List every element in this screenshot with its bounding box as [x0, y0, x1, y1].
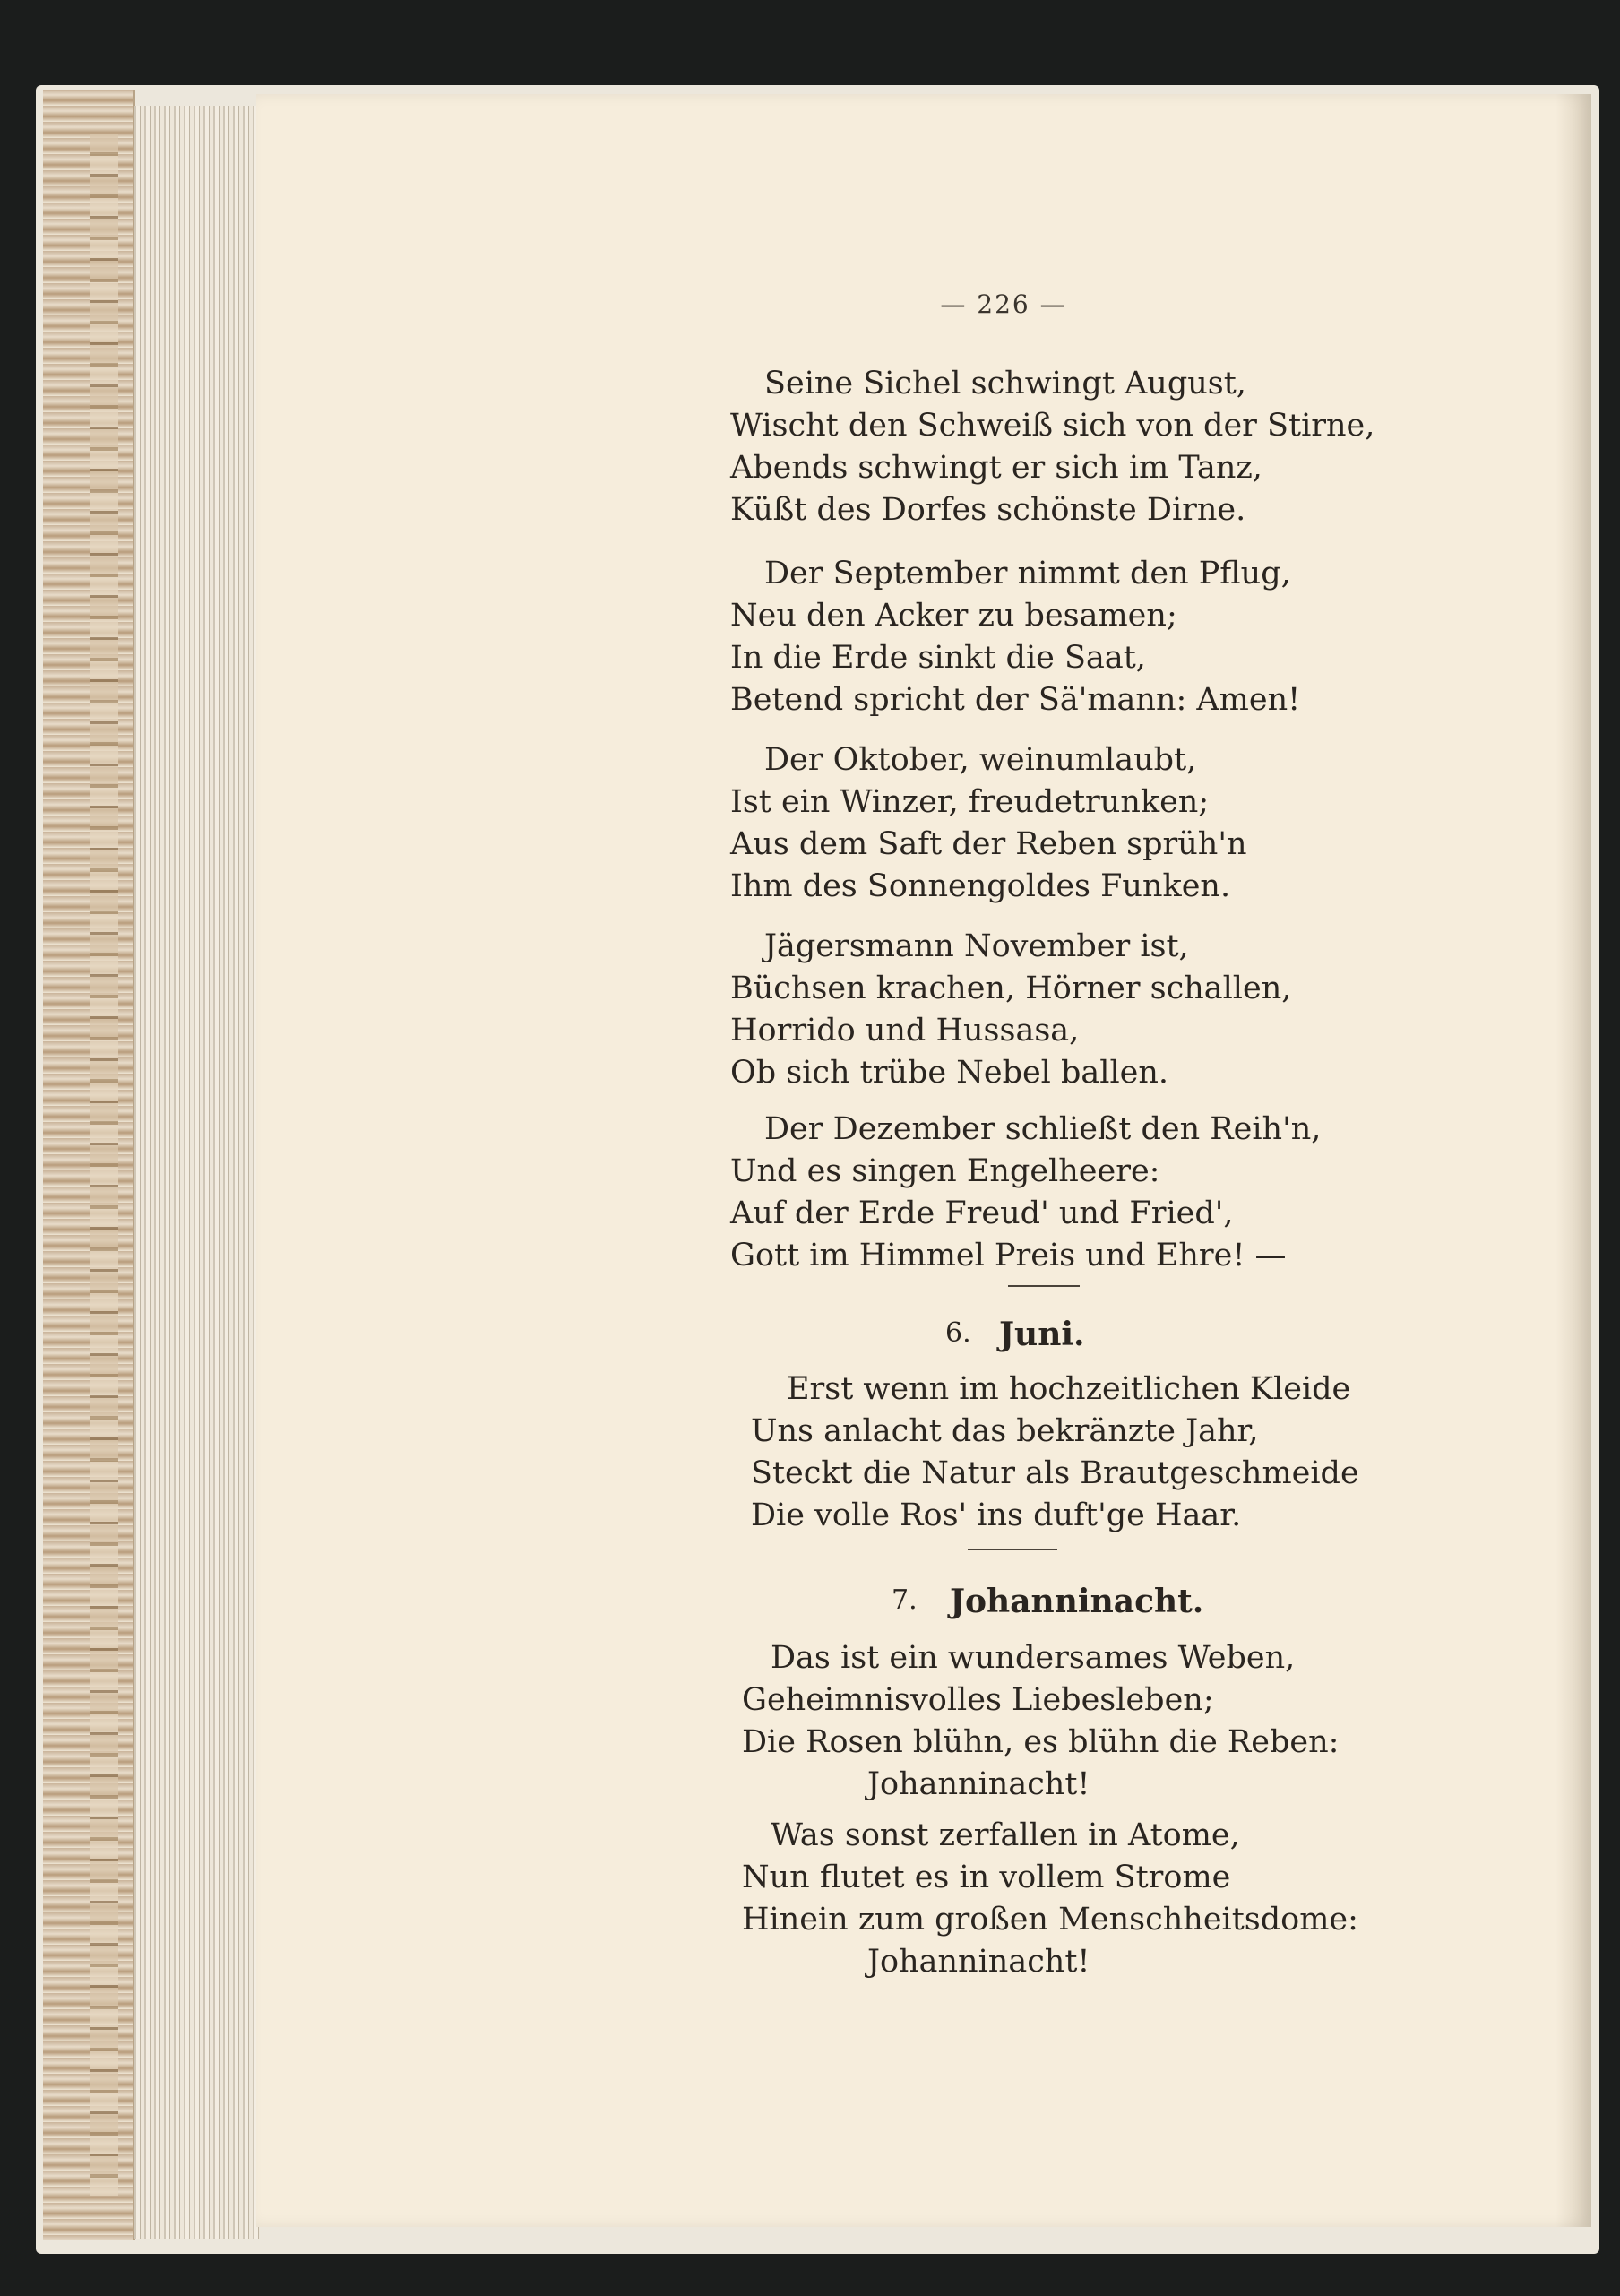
section-divider	[1008, 1285, 1080, 1287]
poem-line: Küßt des Dorfes schönste Dirne.	[730, 492, 1246, 528]
poem-line: Johanninacht!	[867, 1766, 1090, 1802]
poem-line: Ihm des Sonnengoldes Funken.	[730, 868, 1231, 904]
poem-line: Was sonst zerfallen in Atome,	[771, 1817, 1240, 1853]
poem-line: Wischt den Schweiß sich von der Stirne,	[730, 408, 1375, 444]
poem-line: Erst wenn im hochzeitlichen Kleide	[787, 1371, 1351, 1407]
page-gutter-shadow	[1555, 94, 1591, 2227]
poem-line: Und es singen Engelheere:	[730, 1153, 1160, 1189]
poem-line: Hinein zum großen Menschheitsdome:	[742, 1902, 1358, 1938]
section-title: Johanninacht.	[950, 1583, 1204, 1620]
poem-line: Ist ein Winzer, freudetrunken;	[730, 784, 1210, 820]
section-title: Juni.	[999, 1316, 1085, 1353]
poem-line: Nun flutet es in vollem Strome	[742, 1860, 1231, 1895]
poem-line: Ob sich trübe Nebel ballen.	[730, 1055, 1169, 1091]
section-number: 7.	[892, 1584, 918, 1616]
poem-line: Betend spricht der Sä'mann: Amen!	[730, 682, 1301, 718]
poem-line: Seine Sichel schwingt August,	[764, 366, 1246, 401]
poem-line: Auf der Erde Freud' und Fried',	[730, 1195, 1234, 1231]
poem-line: In die Erde sinkt die Saat,	[730, 640, 1146, 676]
section-number: 6.	[945, 1317, 971, 1349]
poem-line: Abends schwingt er sich im Tanz,	[730, 450, 1262, 486]
poem-line: Büchsen krachen, Hörner schallen,	[730, 971, 1292, 1006]
poem-line: Uns anlacht das bekränzte Jahr,	[751, 1413, 1259, 1449]
poem-line: Steckt die Natur als Brautgeschmeide	[751, 1455, 1359, 1491]
section-divider	[968, 1549, 1057, 1550]
poem-line: Der Dezember schließt den Reih'n,	[764, 1111, 1322, 1147]
poem-line: Der Oktober, weinumlaubt,	[764, 742, 1197, 778]
poem-line: Geheimnisvolles Liebesleben;	[742, 1682, 1214, 1718]
spine-ornament	[90, 134, 118, 2196]
poem-line: Jägersmann November ist,	[764, 928, 1189, 964]
poem-line: Der September nimmt den Pflug,	[764, 556, 1291, 591]
poem-line: Die volle Ros' ins duft'ge Haar.	[751, 1498, 1242, 1533]
poem-line: Das ist ein wundersames Weben,	[771, 1640, 1296, 1676]
page-edges	[134, 106, 260, 2239]
poem-line: Die Rosen blühn, es blühn die Reben:	[742, 1724, 1340, 1760]
page-number: — 226 —	[940, 289, 1067, 319]
poem-line: Gott im Himmel Preis und Ehre! —	[730, 1238, 1287, 1273]
poem-line: Aus dem Saft der Reben sprüh'n	[730, 826, 1247, 862]
poem-line: Horrido und Hussasa,	[730, 1013, 1080, 1049]
poem-line: Neu den Acker zu besamen;	[730, 598, 1177, 634]
poem-line: Johanninacht!	[867, 1944, 1090, 1980]
